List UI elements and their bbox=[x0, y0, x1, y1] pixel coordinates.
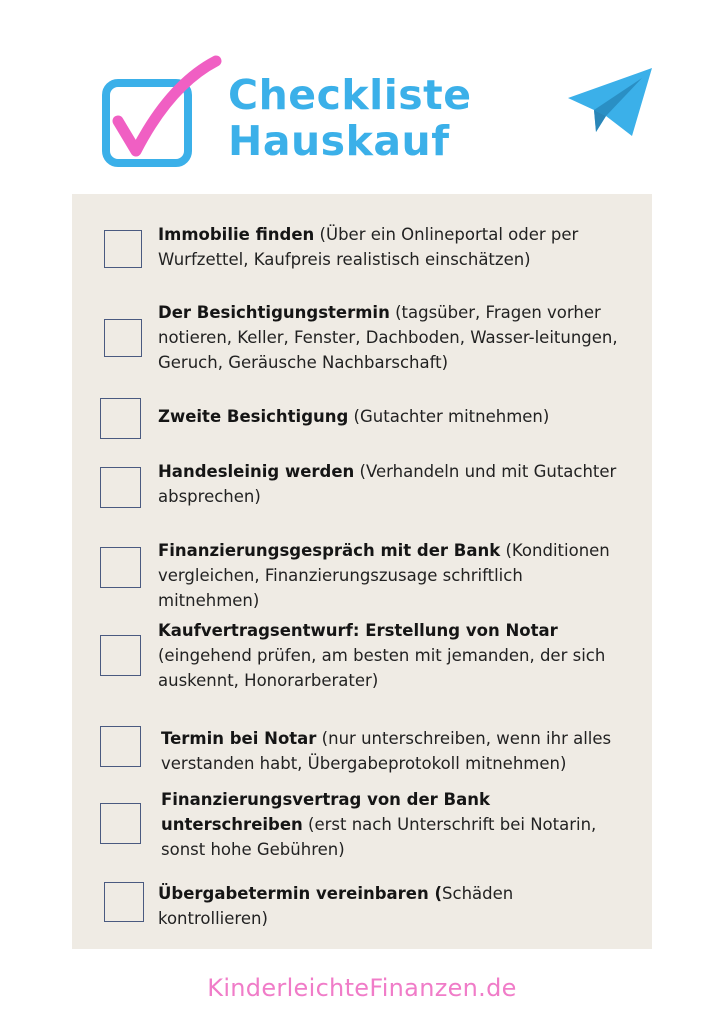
checkbox[interactable] bbox=[100, 803, 141, 844]
checklist-item-text: Finanzierungsgespräch mit der Bank (Konditionen vergleichen, Finanzierungszusage schriftlich mitnehmen) bbox=[158, 541, 610, 610]
checklist-item-text: Finanzierungsvertrag von der Bank unterschreiben (erst nach Unterschrift bei Notarin, sonst hohe Gebühren) bbox=[161, 790, 597, 859]
checklist-item-text: Immobilie finden (Über ein Onlineportal oder per Wurfzettel, Kaufpreis realistisch einschätzen) bbox=[158, 225, 579, 269]
checkbox[interactable] bbox=[104, 230, 142, 268]
checkbox[interactable] bbox=[100, 547, 141, 588]
website-footer: KinderleichteFinanzen.de bbox=[207, 974, 517, 1002]
title-line-2: Hauskauf bbox=[228, 117, 450, 165]
checklist-item-text: Übergabetermin vereinbaren (Schäden kontrollieren) bbox=[158, 884, 514, 928]
checklist-item-text: Termin bei Notar (nur unterschreiben, wenn ihr alles verstanden habt, Übergabeprotokoll mitnehmen) bbox=[161, 729, 612, 773]
title-line-1: Checkliste bbox=[228, 71, 472, 119]
checkbox[interactable] bbox=[100, 726, 141, 767]
checklist-item-text: Handesleinig werden (Verhandeln und mit Gutachter absprechen) bbox=[158, 462, 617, 506]
paper-plane-icon[interactable] bbox=[566, 66, 654, 138]
checkbox[interactable] bbox=[100, 467, 141, 508]
page-title bbox=[228, 72, 472, 164]
checklist-item-text: Zweite Besichtigung (Gutachter mitnehmen) bbox=[158, 407, 550, 426]
checklist-item-text: Der Besichtigungstermin (tagsüber, Fragen vorher notieren, Keller, Fenster, Dachboden, Wasser-leitungen, Geruch, Geräusche Nachbarschaft) bbox=[158, 303, 618, 372]
checkbox[interactable] bbox=[100, 398, 141, 439]
checklist-panel bbox=[72, 194, 652, 949]
checkbox[interactable] bbox=[104, 882, 144, 922]
checkbox-check-icon bbox=[100, 55, 225, 170]
checkbox[interactable] bbox=[104, 319, 142, 357]
checkbox[interactable] bbox=[100, 635, 141, 676]
checklist-item-text: Kaufvertragsentwurf: Erstellung von Notar (eingehend prüfen, am besten mit jemanden, der sich auskennt, Honorarberater) bbox=[158, 621, 606, 690]
